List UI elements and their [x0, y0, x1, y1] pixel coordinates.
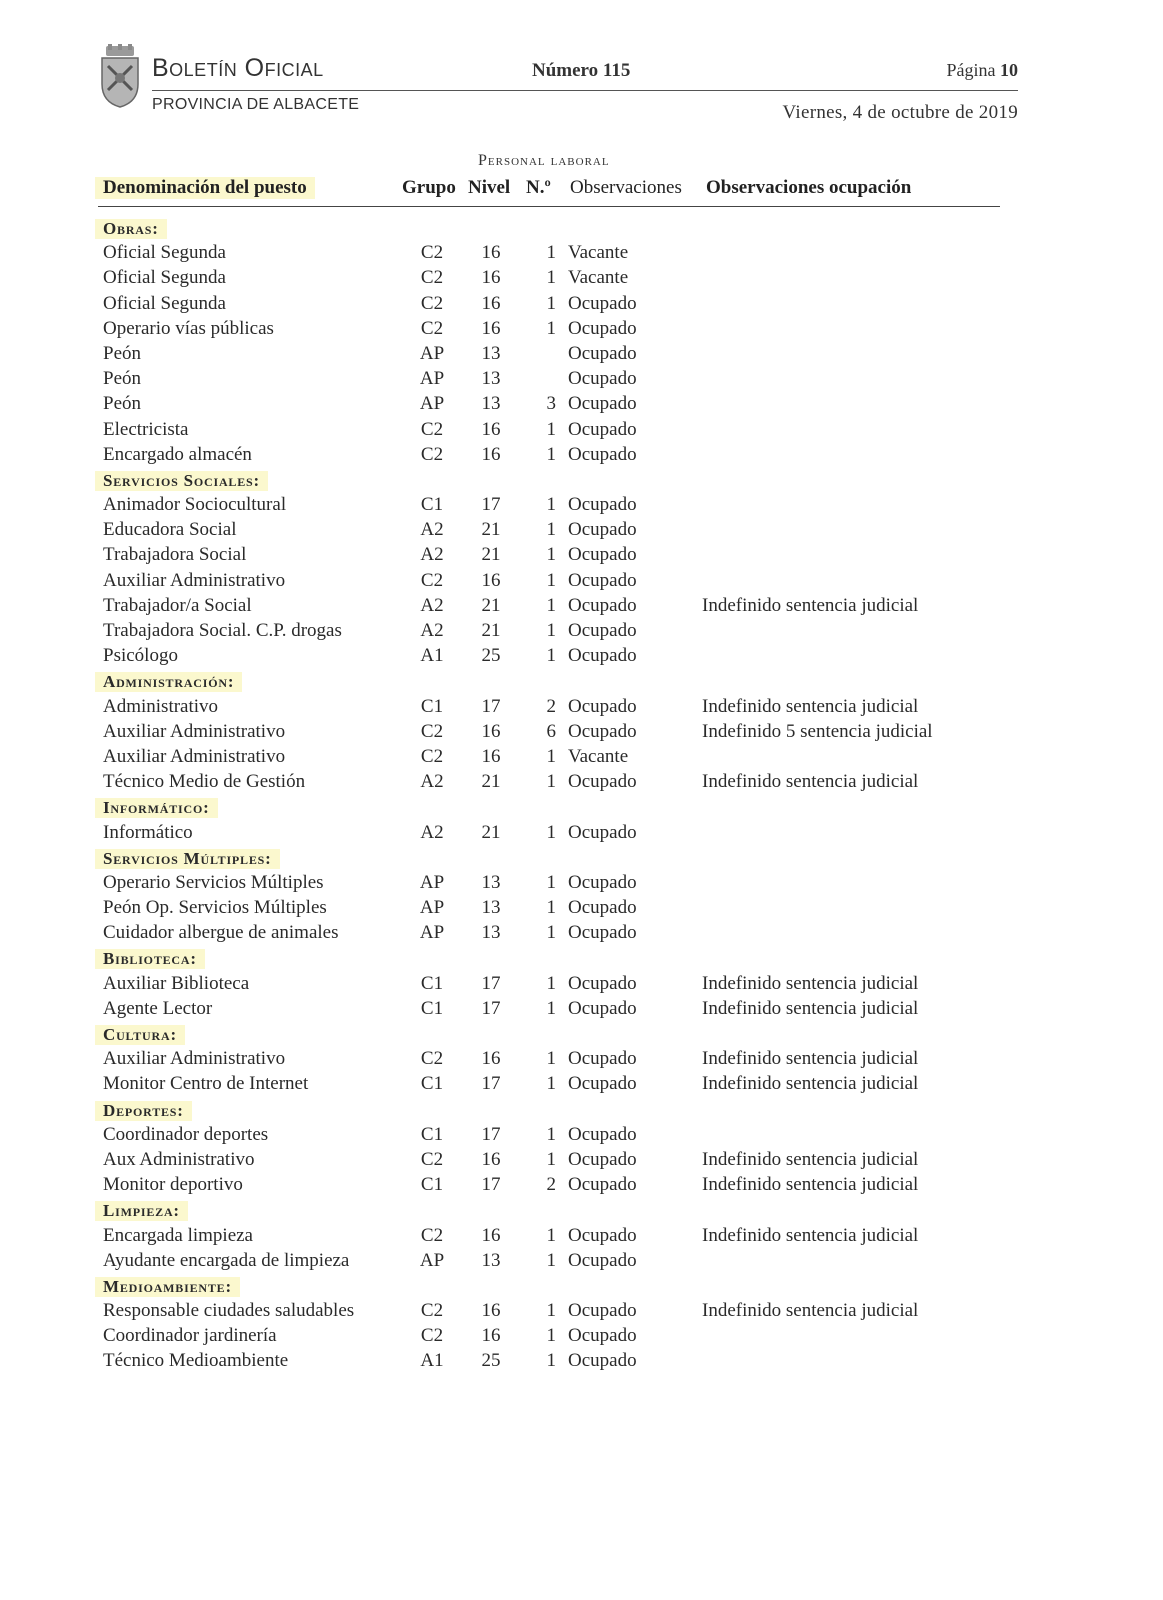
cell-observaciones-ocupacion: Indefinido sentencia judicial	[702, 594, 919, 616]
cell-name: Auxiliar Administrativo	[103, 569, 286, 591]
cell-observaciones: Ocupado	[568, 1073, 637, 1095]
cell-nivel: 17	[481, 1174, 501, 1196]
table-row	[0, 1071, 1163, 1096]
cell-grupo: A1	[420, 645, 444, 667]
column-header-ocup: Observaciones ocupación	[706, 177, 912, 198]
cell-grupo: C2	[420, 745, 444, 767]
cell-observaciones-ocupacion: Indefinido sentencia judicial	[702, 1224, 919, 1246]
coat-of-arms-icon	[98, 44, 142, 108]
table-row	[0, 744, 1163, 769]
cell-grupo: C2	[420, 1224, 444, 1246]
page-number	[947, 60, 1019, 81]
cell-observaciones: Ocupado	[568, 519, 637, 541]
section-heading	[0, 1273, 1163, 1298]
cell-num: 1	[546, 544, 556, 566]
cell-nivel: 17	[481, 494, 501, 516]
cell-observaciones: Ocupado	[568, 771, 637, 793]
section-heading	[0, 467, 1163, 492]
table-row	[0, 694, 1163, 719]
page-value: 10	[1000, 60, 1018, 80]
cell-grupo: C1	[420, 1123, 444, 1145]
cell-name: Animador Sociocultural	[103, 494, 287, 516]
cell-name: Oficial Segunda	[103, 292, 226, 314]
cell-observaciones: Ocupado	[568, 368, 637, 390]
cell-num: 2	[546, 695, 556, 717]
cell-name: Responsable ciudades saludables	[103, 1300, 355, 1322]
cell-grupo: A1	[420, 1350, 444, 1372]
column-header-grupo: Grupo	[402, 177, 456, 198]
cell-num: 3	[546, 393, 556, 415]
cell-num: 1	[546, 821, 556, 843]
cell-name: Trabajadora Social. C.P. drogas	[103, 620, 342, 641]
cell-observaciones: Ocupado	[568, 1224, 637, 1246]
cell-name: Técnico Medioambiente	[103, 1350, 289, 1372]
cell-name: Trabajadora Social	[103, 544, 247, 566]
cell-name: Aux Administrativo	[103, 1148, 255, 1170]
cell-num: 1	[546, 645, 556, 667]
table-row	[0, 920, 1163, 945]
cell-nivel: 16	[481, 1325, 501, 1347]
cell-name: Auxiliar Administrativo	[103, 1048, 286, 1070]
cell-nivel: 16	[481, 1300, 501, 1322]
cell-num: 1	[546, 997, 556, 1019]
cell-observaciones: Ocupado	[568, 418, 637, 440]
cell-observaciones: Ocupado	[568, 393, 637, 415]
cell-grupo: A2	[420, 594, 444, 616]
table-row	[0, 492, 1163, 517]
table-row	[0, 265, 1163, 290]
cell-grupo: C2	[420, 1148, 444, 1170]
cell-nivel: 13	[481, 393, 501, 415]
cell-observaciones: Ocupado	[568, 1048, 637, 1070]
cell-grupo: C2	[420, 443, 444, 465]
column-header-obs: Observaciones	[570, 177, 682, 198]
cell-observaciones-ocupacion: Indefinido sentencia judicial	[702, 771, 919, 793]
cell-grupo: C1	[420, 972, 444, 994]
cell-grupo: C2	[420, 418, 444, 440]
cell-observaciones: Ocupado	[568, 1325, 637, 1347]
cell-nivel: 21	[481, 594, 501, 616]
cell-nivel: 16	[481, 720, 501, 742]
cell-grupo: AP	[419, 871, 445, 893]
cell-name: Auxiliar Administrativo	[103, 720, 286, 742]
table-row	[0, 1223, 1163, 1248]
cell-name: Encargada limpieza	[103, 1224, 253, 1246]
table-row	[0, 316, 1163, 341]
cell-num: 1	[546, 569, 556, 591]
table-row	[0, 568, 1163, 593]
cell-observaciones: Ocupado	[568, 997, 637, 1019]
cell-nivel: 13	[481, 1249, 501, 1271]
cell-num: 1	[546, 1148, 556, 1170]
section-heading	[0, 1021, 1163, 1046]
cell-grupo: C1	[420, 997, 444, 1019]
cell-grupo: AP	[419, 368, 445, 390]
cell-observaciones: Ocupado	[568, 1300, 637, 1322]
cell-observaciones-ocupacion: Indefinido sentencia judicial	[702, 1073, 919, 1095]
cell-name: Agente Lector	[103, 997, 213, 1019]
cell-observaciones-ocupacion: Indefinido sentencia judicial	[702, 1148, 919, 1170]
cell-num: 1	[546, 292, 556, 314]
cell-observaciones: Ocupado	[568, 922, 637, 944]
cell-name: Monitor deportivo	[103, 1174, 243, 1196]
cell-num: 1	[546, 1350, 556, 1372]
cell-nivel: 16	[481, 418, 501, 440]
cell-num: 1	[546, 317, 556, 339]
cell-nivel: 21	[481, 620, 501, 641]
brand-subtitle: PROVINCIA DE ALBACETE	[152, 96, 360, 113]
cell-nivel: 16	[481, 745, 501, 767]
section-heading	[0, 668, 1163, 693]
column-header-num: N.º	[526, 177, 551, 198]
cell-observaciones: Ocupado	[568, 972, 637, 994]
cell-num: 1	[546, 771, 556, 793]
cell-observaciones: Ocupado	[568, 594, 637, 616]
cell-observaciones: Ocupado	[568, 821, 637, 843]
cell-nivel: 16	[481, 292, 501, 314]
cell-grupo: C2	[420, 1300, 444, 1322]
cell-num: 1	[546, 519, 556, 541]
table-row	[0, 1122, 1163, 1147]
cell-nivel: 17	[481, 972, 501, 994]
cell-observaciones: Vacante	[568, 242, 629, 264]
section-heading	[0, 215, 1163, 240]
cell-nivel: 16	[481, 569, 501, 591]
page-header	[98, 40, 1018, 130]
cell-num: 1	[546, 871, 556, 893]
table-row	[0, 971, 1163, 996]
table-row	[0, 542, 1163, 567]
cell-nivel: 17	[481, 1123, 501, 1145]
cell-nivel: 16	[481, 443, 501, 465]
brand-title: Boletín Oficial	[152, 54, 324, 82]
cell-grupo: C1	[420, 695, 444, 717]
cell-observaciones: Ocupado	[568, 569, 637, 591]
issue-date: Viernes, 4 de octubre de 2019	[782, 102, 1018, 123]
cell-num: 1	[546, 594, 556, 616]
cell-num: 1	[546, 972, 556, 994]
cell-grupo: C2	[420, 720, 444, 742]
cell-name: Coordinador deportes	[103, 1123, 269, 1145]
cell-name: Oficial Segunda	[103, 242, 226, 264]
table-row	[0, 1323, 1163, 1348]
table-row	[0, 593, 1163, 618]
cell-num: 1	[546, 1325, 556, 1347]
table-row	[0, 820, 1163, 845]
cell-nivel: 13	[481, 342, 501, 364]
cell-num: 1	[546, 267, 556, 289]
cell-observaciones-ocupacion: Indefinido sentencia judicial	[702, 972, 919, 994]
cell-name: Peón	[103, 368, 141, 390]
cell-observaciones: Ocupado	[568, 342, 637, 364]
table-row	[0, 618, 1163, 643]
cell-name: Educadora Social	[103, 519, 237, 541]
cell-observaciones: Ocupado	[568, 292, 637, 314]
cell-observaciones: Ocupado	[568, 1350, 637, 1372]
table-row	[0, 1348, 1163, 1373]
cell-observaciones: Ocupado	[568, 871, 637, 893]
cell-num: 1	[546, 620, 556, 641]
table-row	[0, 1298, 1163, 1323]
cell-nivel: 16	[481, 242, 501, 264]
cell-grupo: AP	[419, 393, 445, 415]
table-row	[0, 417, 1163, 442]
cell-nivel: 16	[481, 1048, 501, 1070]
positions-table	[0, 215, 1163, 1374]
table-row	[0, 719, 1163, 744]
cell-name: Informático	[103, 821, 193, 843]
cell-observaciones: Ocupado	[568, 1123, 637, 1145]
cell-grupo: C1	[420, 494, 444, 516]
section-title: Administración:	[95, 672, 242, 692]
table-row	[0, 996, 1163, 1021]
cell-observaciones-ocupacion: Indefinido sentencia judicial	[702, 1048, 919, 1070]
cell-num: 1	[546, 922, 556, 944]
table-row	[0, 517, 1163, 542]
header-divider	[98, 206, 1000, 207]
table-row	[0, 769, 1163, 794]
cell-observaciones-ocupacion: Indefinido 5 sentencia judicial	[702, 720, 933, 742]
section-title: Deportes:	[95, 1101, 192, 1121]
cell-observaciones: Ocupado	[568, 1174, 637, 1196]
cell-observaciones: Ocupado	[568, 1148, 637, 1170]
cell-nivel: 21	[481, 544, 501, 566]
cell-nivel: 13	[481, 368, 501, 390]
cell-observaciones: Ocupado	[568, 317, 637, 339]
table-row	[0, 1248, 1163, 1273]
cell-nivel: 17	[481, 695, 501, 717]
cell-num: 1	[546, 1073, 556, 1095]
section-heading	[0, 1097, 1163, 1122]
table-row	[0, 870, 1163, 895]
section-heading	[0, 1197, 1163, 1222]
cell-grupo: A2	[420, 771, 444, 793]
cell-observaciones: Ocupado	[568, 1249, 637, 1271]
cell-num: 1	[546, 242, 556, 264]
cell-observaciones: Ocupado	[568, 720, 637, 742]
cell-name: Peón	[103, 342, 141, 364]
cell-nivel: 16	[481, 1148, 501, 1170]
cell-nivel: 17	[481, 1073, 501, 1095]
cell-grupo: C2	[420, 1048, 444, 1070]
cell-name: Encargado almacén	[103, 443, 252, 465]
table-row	[0, 291, 1163, 316]
section-heading	[0, 945, 1163, 970]
cell-observaciones-ocupacion: Indefinido sentencia judicial	[702, 1300, 919, 1322]
cell-grupo: A2	[420, 544, 444, 566]
section-title: Limpieza:	[95, 1201, 188, 1221]
cell-name: Auxiliar Administrativo	[103, 745, 286, 767]
cell-name: Operario Servicios Múltiples	[103, 871, 324, 893]
cell-name: Cuidador albergue de animales	[103, 922, 339, 944]
cell-nivel: 21	[481, 821, 501, 843]
cell-observaciones: Ocupado	[568, 494, 637, 516]
cell-grupo: C2	[420, 1325, 444, 1347]
cell-observaciones-ocupacion: Indefinido sentencia judicial	[702, 695, 919, 717]
cell-name: Electricista	[103, 418, 189, 440]
cell-name: Técnico Medio de Gestión	[103, 771, 306, 793]
table-row	[0, 1172, 1163, 1197]
cell-grupo: C2	[420, 317, 444, 339]
cell-grupo: A2	[420, 519, 444, 541]
cell-observaciones: Ocupado	[568, 620, 637, 641]
cell-num: 1	[546, 1123, 556, 1145]
section-heading	[0, 845, 1163, 870]
section-title: Obras:	[95, 219, 167, 239]
cell-nivel: 16	[481, 1224, 501, 1246]
cell-observaciones-ocupacion: Indefinido sentencia judicial	[702, 1174, 919, 1196]
cell-num: 1	[546, 418, 556, 440]
cell-name: Coordinador jardinería	[103, 1325, 277, 1347]
cell-name: Psicólogo	[103, 645, 178, 667]
cell-nivel: 17	[481, 997, 501, 1019]
cell-grupo: C2	[420, 569, 444, 591]
issue-number: Número 115	[532, 60, 631, 81]
cell-name: Peón	[103, 393, 141, 415]
cell-nivel: 25	[481, 645, 501, 667]
cell-grupo: AP	[419, 922, 445, 944]
section-title: Servicios Múltiples:	[95, 849, 280, 869]
page-label: Página	[946, 60, 996, 80]
table-row	[0, 366, 1163, 391]
table-row	[0, 442, 1163, 467]
cell-nivel: 16	[481, 317, 501, 339]
cell-observaciones: Ocupado	[568, 897, 637, 919]
cell-nivel: 16	[481, 267, 501, 289]
table-row	[0, 341, 1163, 366]
section-title: Informático:	[95, 798, 218, 818]
table-row	[0, 1147, 1163, 1172]
table-title: Personal laboral	[478, 152, 610, 169]
cell-num: 1	[546, 494, 556, 516]
cell-name: Administrativo	[103, 695, 219, 717]
cell-grupo: AP	[419, 897, 445, 919]
cell-nivel: 25	[481, 1350, 501, 1372]
cell-grupo: C2	[420, 292, 444, 314]
cell-num: 1	[546, 1048, 556, 1070]
table-row	[0, 240, 1163, 265]
cell-observaciones-ocupacion: Indefinido sentencia judicial	[702, 997, 919, 1019]
cell-name: Operario vías públicas	[103, 317, 274, 339]
cell-nivel: 13	[481, 922, 501, 944]
cell-nivel: 13	[481, 871, 501, 893]
cell-grupo: C2	[420, 242, 444, 264]
cell-grupo: C1	[420, 1073, 444, 1095]
table-row	[0, 643, 1163, 668]
cell-name: Monitor Centro de Internet	[103, 1073, 309, 1095]
cell-observaciones: Ocupado	[568, 544, 637, 566]
cell-observaciones: Vacante	[568, 267, 629, 289]
table-row	[0, 391, 1163, 416]
section-title: Servicios Sociales:	[95, 471, 268, 491]
section-title: Cultura:	[95, 1025, 185, 1045]
column-header-name: Denominación del puesto	[95, 177, 315, 199]
cell-name: Trabajador/a Social	[103, 594, 252, 616]
header-rule	[152, 90, 1018, 91]
section-heading	[0, 794, 1163, 819]
cell-observaciones: Ocupado	[568, 645, 637, 667]
cell-nivel: 21	[481, 519, 501, 541]
cell-num: 1	[546, 1224, 556, 1246]
section-title: Biblioteca:	[95, 949, 205, 969]
cell-num: 1	[546, 1300, 556, 1322]
cell-grupo: A2	[420, 620, 444, 641]
cell-num: 1	[546, 745, 556, 767]
table-row	[0, 895, 1163, 920]
cell-nivel: 21	[481, 771, 501, 793]
cell-name: Oficial Segunda	[103, 267, 226, 289]
cell-name: Auxiliar Biblioteca	[103, 972, 250, 994]
cell-nivel: 13	[481, 897, 501, 919]
cell-num: 1	[546, 897, 556, 919]
cell-num: 1	[546, 443, 556, 465]
cell-observaciones: Vacante	[568, 745, 629, 767]
section-title: Medioambiente:	[95, 1277, 240, 1297]
cell-grupo: AP	[419, 342, 445, 364]
cell-name: Ayudante encargada de limpieza	[103, 1249, 350, 1271]
cell-num: 1	[546, 1249, 556, 1271]
cell-num: 2	[546, 1174, 556, 1196]
cell-num: 6	[546, 720, 556, 742]
cell-grupo: C2	[420, 267, 444, 289]
cell-grupo: A2	[420, 821, 444, 843]
column-header-nivel: Nivel	[468, 177, 511, 198]
table-row	[0, 1046, 1163, 1071]
cell-name: Peón Op. Servicios Múltiples	[103, 897, 327, 919]
cell-grupo: C1	[420, 1174, 444, 1196]
cell-observaciones: Ocupado	[568, 695, 637, 717]
cell-grupo: AP	[419, 1249, 445, 1271]
cell-observaciones: Ocupado	[568, 443, 637, 465]
